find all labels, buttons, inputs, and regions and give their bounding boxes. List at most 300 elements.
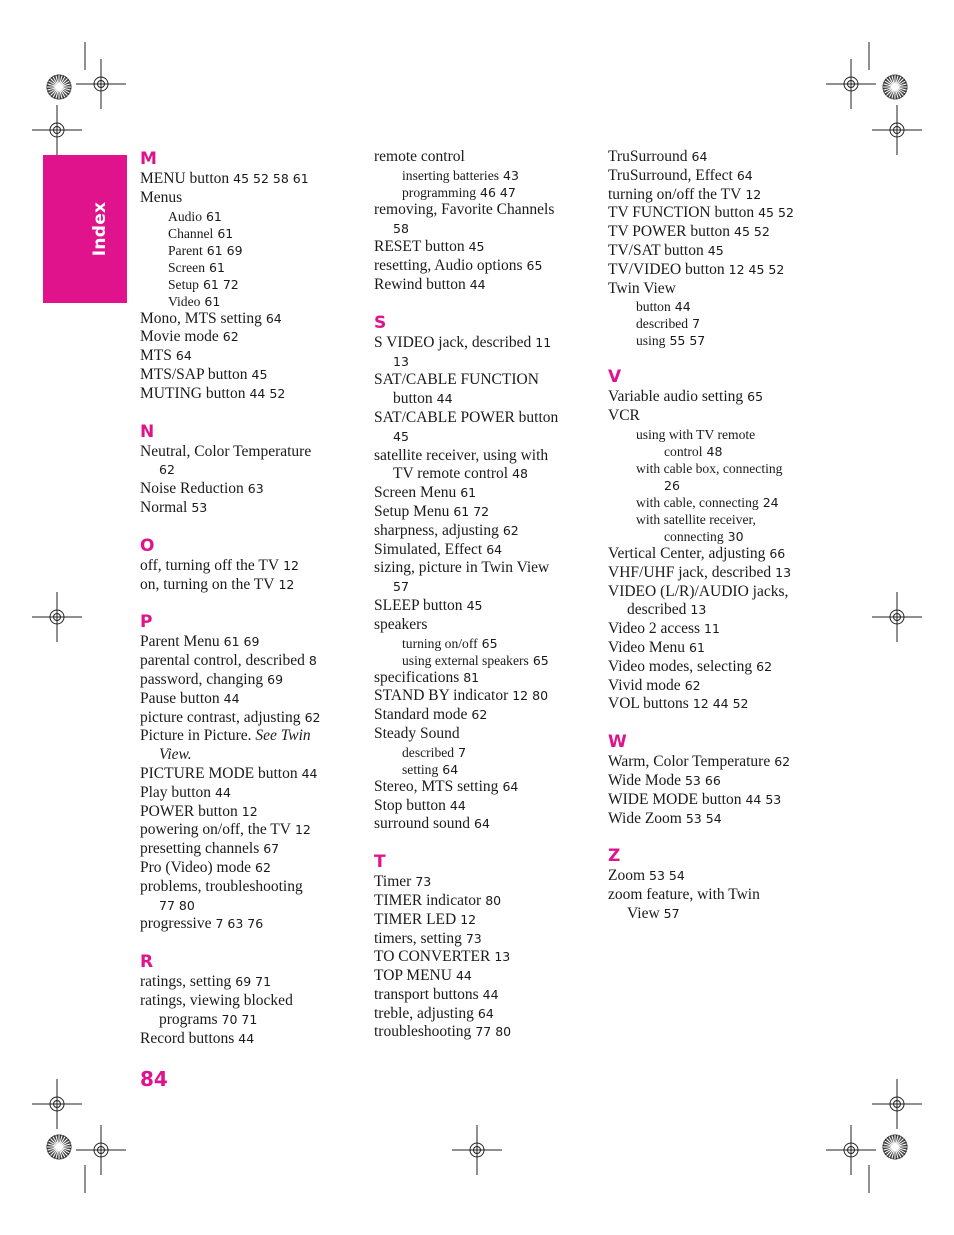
index-entry: [608, 772, 833, 791]
entry-term: Noise Reduction: [140, 480, 244, 498]
index-subentry: [374, 761, 599, 778]
index-subentry: [140, 208, 365, 225]
index-entry: [140, 690, 365, 709]
entry-term: MENU button: [140, 170, 230, 187]
entry-term: Vertical Center, adjusting: [608, 544, 766, 562]
entry-pages: 45 52 58 61: [233, 171, 309, 186]
entry-term: Video: [168, 293, 201, 309]
entry-term: Stop button: [374, 796, 446, 814]
index-entry-continuation: [140, 461, 365, 480]
entry-pages: 69: [267, 671, 284, 687]
index-subentry: [140, 293, 365, 310]
entry-pages: 8: [308, 653, 317, 669]
index-column-1: [140, 148, 365, 1048]
index-entry: [374, 257, 599, 276]
index-entry: [374, 447, 599, 466]
continuation-line: [374, 220, 409, 239]
index-entry: [374, 873, 599, 892]
entry-term: powering on/off, the TV: [140, 821, 291, 839]
entry-term: with cable, connecting: [636, 494, 759, 510]
entry-pages: 62: [502, 522, 519, 538]
index-entry: [140, 992, 365, 1011]
entry-pages: 73: [465, 930, 482, 946]
entry-pages: 64: [474, 816, 490, 832]
entry-term: SAT/CABLE FUNCTION: [374, 371, 539, 389]
entry-pages: 64: [502, 778, 519, 794]
entry-term: Neutral, Color Temperature: [140, 442, 312, 460]
index-entry: [140, 366, 365, 385]
entry-pages: 30: [727, 528, 744, 544]
entry-term: inserting batteries: [402, 167, 500, 183]
index-entry: [608, 242, 833, 261]
entry-pages: 45: [468, 239, 485, 255]
entry-pages: 13: [690, 602, 707, 618]
entry-pages: 44: [223, 690, 240, 706]
entry-term: Rewind button: [374, 275, 466, 293]
index-entry: [374, 1023, 599, 1042]
entry-term: Channel: [168, 225, 214, 241]
entry-pages: 63: [247, 481, 264, 497]
entry-term: Movie mode: [140, 328, 219, 346]
entry-term: with cable box, connecting: [636, 460, 783, 476]
entry-pages: 61 72: [453, 503, 490, 519]
index-subentry: [140, 242, 365, 259]
index-entry: [374, 238, 599, 257]
entry-pages: 44: [215, 784, 231, 800]
entry-term: SLEEP button: [374, 596, 463, 614]
entry-pages: 70 71: [221, 1011, 258, 1027]
entry-term: TruSurround, Effect: [608, 166, 733, 184]
entry-pages: 64: [736, 167, 753, 183]
entry-term: TruSurround: [608, 148, 688, 165]
entry-term: Parent Menu: [140, 633, 220, 651]
entry-term: TV/VIDEO button: [608, 260, 725, 278]
entry-pages: 65: [481, 635, 498, 651]
index-entry: [608, 167, 833, 186]
index-subentry: [374, 652, 599, 669]
entry-pages: 65: [532, 652, 549, 668]
entry-term: TV remote control: [393, 465, 509, 483]
index-entry-continuation: [608, 477, 833, 494]
entry-term: TOP MENU: [374, 967, 452, 985]
entry-term: Mono, MTS setting: [140, 309, 262, 327]
index-entry: [140, 784, 365, 803]
entry-term: connecting: [664, 528, 724, 544]
entry-pages: 65: [747, 389, 764, 405]
index-entry: [608, 148, 833, 167]
index-entry: [140, 385, 365, 404]
entry-term: Wide Mode: [608, 771, 681, 789]
entry-term: Menus: [140, 188, 183, 206]
entry-pages: 44 53: [745, 791, 782, 807]
entry-pages: 45: [251, 366, 268, 382]
entry-pages: 53 54: [685, 810, 722, 826]
index-entry: [374, 986, 599, 1005]
entry-term: VOL buttons: [608, 695, 689, 713]
entry-pages: 62: [255, 859, 271, 875]
entry-pages: 7 63 76: [215, 916, 264, 932]
entry-term: Audio: [168, 208, 202, 224]
entry-term: timers, setting: [374, 929, 462, 947]
entry-term: removing, Favorite Channels: [374, 200, 555, 218]
entry-pages: 12: [294, 822, 311, 838]
entry-pages: 45: [466, 597, 483, 613]
index-entry: [140, 915, 365, 934]
entry-term: specifications: [374, 668, 460, 686]
entry-term: Screen Menu: [374, 484, 457, 502]
entry-term: TV/SAT button: [608, 241, 704, 259]
index-entry: [140, 652, 365, 671]
entry-pages: 73: [415, 874, 432, 890]
index-entry: [374, 371, 599, 390]
entry-term: Twin View: [608, 279, 676, 297]
index-entry: [608, 407, 833, 426]
entry-pages: 55 57: [669, 333, 706, 349]
entry-term: control: [664, 443, 703, 459]
entry-term: transport buttons: [374, 985, 479, 1003]
entry-pages: 65: [526, 258, 543, 274]
entry-pages: 62: [222, 329, 239, 345]
index-entry: [374, 725, 599, 744]
index-entry-continuation: [374, 390, 599, 409]
index-entry: [608, 639, 833, 658]
entry-term: turning on/off: [402, 635, 478, 651]
entry-pages: 62: [756, 658, 773, 674]
entry-pages: 81: [463, 669, 480, 685]
index-entry: [608, 695, 833, 714]
continuation-line: [140, 897, 195, 916]
index-entry: [374, 541, 599, 560]
entry-pages: 62: [159, 462, 175, 478]
index-entry: [140, 840, 365, 859]
index-entry: [140, 973, 365, 992]
entry-term: Video modes, selecting: [608, 657, 753, 675]
entry-term: troubleshooting: [374, 1023, 472, 1041]
entry-pages: 11: [535, 334, 552, 350]
entry-term: S VIDEO jack, described: [374, 333, 532, 351]
entry-pages: 64: [442, 761, 459, 777]
entry-term: turning on/off the TV: [608, 185, 742, 203]
index-subentry: [374, 184, 599, 201]
index-entry-continuation: [140, 746, 365, 765]
entry-pages: 57: [663, 905, 680, 921]
index-letter-heading: P: [140, 612, 153, 633]
entry-pages: 44: [469, 276, 486, 292]
entry-term: satellite receiver, using with: [374, 446, 549, 464]
entry-pages: 66: [769, 545, 786, 561]
entry-pages: 58: [393, 220, 409, 236]
entry-term: on, turning on the TV: [140, 575, 275, 593]
index-subentry: [608, 511, 833, 528]
entry-pages: 77 80: [475, 1024, 512, 1040]
entry-term: Variable audio setting: [608, 388, 744, 406]
entry-pages: 12 44 52: [692, 696, 749, 712]
entry-term: button: [636, 299, 671, 315]
index-letter-heading: S: [374, 312, 387, 333]
entry-term: presetting channels: [140, 840, 260, 858]
index-entry: [374, 484, 599, 503]
entry-term: parental control, described: [140, 652, 305, 670]
index-subentry: [608, 494, 833, 511]
entry-term: TIMER indicator: [374, 891, 482, 909]
index-entry: [140, 878, 365, 897]
entry-term: Vivid mode: [608, 676, 681, 694]
index-subentry: [374, 635, 599, 652]
continuation-line: [140, 461, 175, 480]
entry-pages: 44 52: [249, 385, 286, 401]
page-number: 84: [140, 1067, 168, 1091]
entry-pages: 7: [692, 316, 701, 332]
entry-term: Setup Menu: [374, 502, 450, 520]
entry-pages: 12 45 52: [728, 261, 785, 277]
continuation-line: [140, 746, 192, 765]
entry-pages: 24: [762, 494, 779, 510]
entry-pages: 61: [205, 208, 222, 224]
entry-pages: 7: [458, 744, 467, 760]
entry-pages: 13: [393, 353, 409, 369]
index-letter-heading: Z: [608, 846, 621, 867]
index-entry-continuation: [608, 443, 833, 460]
index-entry: [374, 409, 599, 428]
entry-term: using external speakers: [402, 652, 529, 668]
entry-term: password, changing: [140, 670, 264, 688]
index-entry-continuation: [374, 578, 599, 597]
index-letter-heading: T: [374, 852, 386, 873]
index-letter-heading: M: [140, 149, 157, 169]
entry-pages: 12 80: [512, 688, 549, 704]
index-letter-heading: W: [608, 732, 627, 753]
index-entry: [608, 583, 833, 602]
entry-pages: 62: [304, 709, 321, 725]
index-letter-heading: R: [140, 952, 154, 973]
index-entry: [374, 522, 599, 541]
entry-term: programming: [402, 184, 476, 200]
entry-pages: 45: [393, 428, 409, 444]
index-entry: [374, 778, 599, 797]
entry-pages: 44: [301, 765, 318, 781]
entry-term: MUTING button: [140, 384, 246, 402]
entry-term: Warm, Color Temperature: [608, 753, 771, 771]
index-entry-continuation: [608, 905, 833, 924]
index-entry: [374, 669, 599, 688]
index-entry-continuation: [140, 1011, 365, 1030]
index-entry: [374, 911, 599, 930]
entry-term: sizing, picture in Twin View: [374, 559, 550, 577]
entry-term: zoom feature, with Twin: [608, 886, 760, 904]
index-entry: [608, 810, 833, 829]
see-reference: View.: [159, 746, 192, 764]
entry-term: described: [627, 601, 687, 619]
entry-term: progressive: [140, 915, 212, 933]
index-entry: [608, 753, 833, 772]
entry-term: resetting, Audio options: [374, 257, 523, 275]
entry-term: Pause button: [140, 689, 220, 707]
index-subentry: [374, 744, 599, 761]
index-entry: [608, 223, 833, 242]
entry-pages: 44: [455, 968, 472, 984]
index-letter-heading: N: [140, 421, 155, 442]
entry-term: Normal: [140, 498, 188, 516]
entry-term: setting: [402, 761, 439, 777]
index-letter-heading: V: [608, 367, 622, 388]
index-entry: [140, 347, 365, 366]
index-entry: [374, 148, 599, 167]
index-entry-continuation: [608, 528, 833, 545]
entry-term: described: [402, 744, 455, 760]
continuation-line: [608, 905, 680, 924]
continuation-line: [374, 428, 409, 447]
index-entry-continuation: [374, 220, 599, 239]
entry-term: View: [627, 904, 660, 922]
entry-term: Video Menu: [608, 638, 685, 656]
index-entry: [608, 564, 833, 583]
entry-term: ratings, viewing blocked: [140, 991, 293, 1009]
index-letter-heading: O: [140, 535, 155, 556]
continuation-line: [140, 1011, 257, 1030]
index-entry: [140, 170, 365, 189]
index-entry: [374, 687, 599, 706]
index-entry: [140, 499, 365, 518]
entry-term: POWER button: [140, 802, 238, 820]
entry-pages: 61 69: [223, 634, 260, 650]
index-column-3: [608, 148, 833, 924]
entry-pages: 64: [691, 149, 708, 164]
index-entry: [374, 967, 599, 986]
index-entry: [608, 658, 833, 677]
entry-term: Wide Zoom: [608, 809, 682, 827]
index-entry-continuation: [374, 465, 599, 484]
index-entry: [374, 930, 599, 949]
index-subentry: [374, 167, 599, 184]
index-subentry: [608, 460, 833, 477]
entry-term: Steady Sound: [374, 724, 460, 742]
entry-pages: 64: [175, 348, 192, 364]
entry-term: using: [636, 333, 666, 349]
entry-term: treble, adjusting: [374, 1004, 474, 1022]
entry-pages: 53: [191, 499, 208, 515]
entry-pages: 61: [209, 259, 225, 275]
entry-term: picture contrast, adjusting: [140, 708, 301, 726]
entry-term: VHF/UHF jack, described: [608, 563, 772, 581]
entry-term: ratings, setting: [140, 973, 232, 991]
entry-pages: 48: [512, 466, 528, 482]
index-entry-continuation: [140, 897, 365, 916]
entry-term: Pro (Video) mode: [140, 858, 251, 876]
index-entry: [140, 443, 365, 462]
index-entry: [140, 709, 365, 728]
entry-term: Parent: [168, 242, 203, 258]
continuation-line: [374, 353, 409, 372]
index-entry: [374, 616, 599, 635]
index-entry: [608, 886, 833, 905]
entry-term: Record buttons: [140, 1029, 235, 1047]
index-entry: [608, 545, 833, 564]
index-section-tab: [43, 155, 127, 303]
index-entry: [608, 186, 833, 205]
entry-term: sharpness, adjusting: [374, 521, 499, 539]
see-reference: See Twin: [255, 727, 311, 745]
index-subentry: [140, 225, 365, 242]
entry-pages: 43: [503, 167, 519, 183]
index-entry: [608, 204, 833, 223]
entry-pages: 44: [238, 1030, 255, 1046]
index-entry: [374, 815, 599, 834]
entry-pages: 61: [689, 639, 705, 655]
entry-term: STAND BY indicator: [374, 687, 509, 705]
entry-pages: 64: [477, 1005, 494, 1021]
entry-pages: 61: [217, 225, 234, 241]
index-entry: [374, 797, 599, 816]
entry-pages: 26: [664, 477, 680, 493]
index-subentry: [608, 298, 833, 315]
continuation-line: [608, 477, 680, 494]
continuation-line: [608, 601, 706, 620]
entry-term: TV POWER button: [608, 223, 730, 241]
entry-term: Simulated, Effect: [374, 540, 483, 558]
index-entry: [374, 334, 599, 353]
entry-term: TO CONVERTER: [374, 948, 491, 966]
entry-term: Screen: [168, 259, 205, 275]
index-tab-label: Index: [90, 201, 110, 257]
continuation-line: [608, 528, 744, 545]
entry-term: Timer: [374, 873, 412, 891]
entry-term: RESET button: [374, 238, 465, 256]
index-subentry: [140, 276, 365, 293]
entry-pages: 69 71: [235, 974, 272, 990]
entry-term: Picture in Picture.: [140, 727, 252, 745]
index-entry: [140, 1030, 365, 1049]
index-entry: [608, 620, 833, 639]
entry-pages: 11: [704, 621, 720, 637]
entry-term: using with TV remote: [636, 426, 756, 442]
entry-pages: 46 47: [480, 184, 516, 200]
index-entry: [140, 310, 365, 329]
index-entry: [140, 480, 365, 499]
index-entry: [140, 576, 365, 595]
entry-term: Zoom: [608, 867, 646, 885]
index-entry: [140, 821, 365, 840]
entry-term: VIDEO (L/R)/AUDIO jacks,: [608, 582, 789, 600]
index-entry: [608, 677, 833, 696]
entry-pages: 13: [494, 949, 511, 965]
entry-term: speakers: [374, 615, 428, 633]
entry-term: TIMER LED: [374, 910, 457, 928]
entry-pages: 61 72: [202, 276, 239, 292]
entry-pages: 44: [674, 299, 691, 315]
index-entry: [140, 859, 365, 878]
entry-term: Standard mode: [374, 706, 468, 724]
entry-pages: 53 54: [649, 868, 685, 884]
index-entry-continuation: [608, 601, 833, 620]
index-entry: [140, 727, 365, 746]
entry-pages: 44: [449, 797, 466, 813]
entry-pages: 64: [265, 310, 282, 326]
index-entry: [140, 189, 365, 208]
index-entry: [374, 597, 599, 616]
entry-pages: 12: [283, 557, 299, 573]
entry-term: button: [393, 390, 433, 408]
entry-term: SAT/CABLE POWER button: [374, 408, 559, 426]
continuation-line: [374, 390, 453, 409]
index-entry-continuation: [374, 353, 599, 372]
entry-term: TV FUNCTION button: [608, 204, 755, 222]
entry-pages: 45 52: [758, 205, 794, 221]
index-subentry: [608, 332, 833, 349]
index-entry: [374, 1005, 599, 1024]
index-entry: [140, 328, 365, 347]
entry-term: Setup: [168, 276, 199, 292]
index-entry: [140, 633, 365, 652]
